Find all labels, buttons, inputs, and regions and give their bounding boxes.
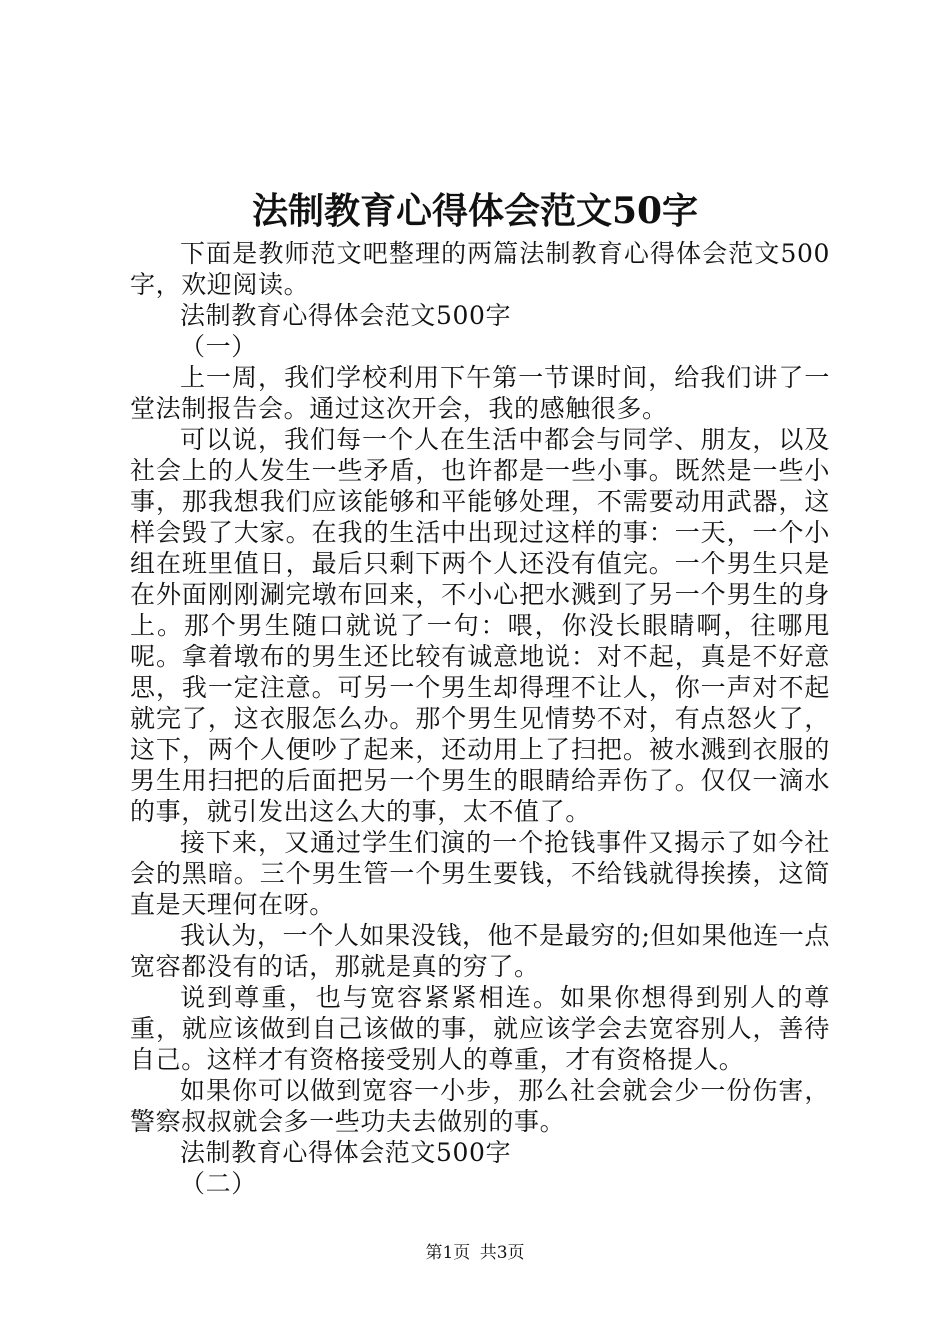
body-paragraph: 接下来，又通过学生们演的一个抢钱事件又揭示了如今社会的黑暗。三个男生管一个男生要钱，不给钱就得挨揍，这简直是天理何在呀。: [130, 828, 830, 919]
page-number: 第1页: [425, 1243, 471, 1263]
body-paragraph: 上一周，我们学校利用下午第一节课时间，给我们讲了一堂法制报告会。通过这次开会，我的感触很多。: [130, 363, 830, 423]
page-footer: [0, 1242, 950, 1264]
body-paragraph: 如果你可以做到宽容一小步，那么社会就会少一份伤害，警察叔叔就会多一些功夫去做别的事。: [130, 1076, 830, 1136]
body-paragraph: 可以说，我们每一个人在生活中都会与同学、朋友，以及社会上的人发生一些矛盾，也许都是一些小事。既然是一些小事，那我想我们应该能够和平能够处理，不需要动用武器，这样会毁了大家。在我的生活中出现过这样的事：一天，一个小组在班里值日，最后只剩下两个人还没有值完。一个男生只是在外面刚刚涮完墩布回来，不小心把水溅到了另一个男生的身上。那个男生随口就说了一句：喂，你没长眼睛啊，往哪甩呢。拿着墩布的男生还比较有诚意地说：对不起，真是不好意思，我一定注意。可另一个男生却得理不让人，你一声对不起就完了，这衣服怎么办。那个男生见情势不对，有点怒火了，这下，两个人便吵了起来，还动用上了扫把。被水溅到衣服的男生用扫把的后面把另一个男生的眼睛给弄伤了。仅仅一滴水的事，就引发出这么大的事，太不值了。: [130, 425, 830, 826]
page-total: 共3页: [479, 1243, 525, 1263]
section-number: （二）: [180, 1169, 257, 1198]
body-paragraph: 我认为，一个人如果没钱，他不是最穷的;但如果他连一点宽容都没有的话，那就是真的穷了。: [130, 921, 830, 981]
section-heading: 法制教育心得体会范文500字: [180, 301, 512, 330]
document-title: 法制教育心得体会范文50字: [251, 190, 699, 232]
document-body: [130, 238, 830, 1199]
body-paragraph: 说到尊重，也与宽容紧紧相连。如果你想得到别人的尊重，就应该做到自己该做的事，就应该学会去宽容别人，善待自己。这样才有资格接受别人的尊重，才有资格提人。: [130, 983, 830, 1074]
section-heading: 法制教育心得体会范文500字: [180, 1138, 512, 1167]
section-number: （一）: [180, 332, 257, 361]
intro-paragraph: 下面是教师范文吧整理的两篇法制教育心得体会范文500字，欢迎阅读。: [130, 239, 830, 299]
